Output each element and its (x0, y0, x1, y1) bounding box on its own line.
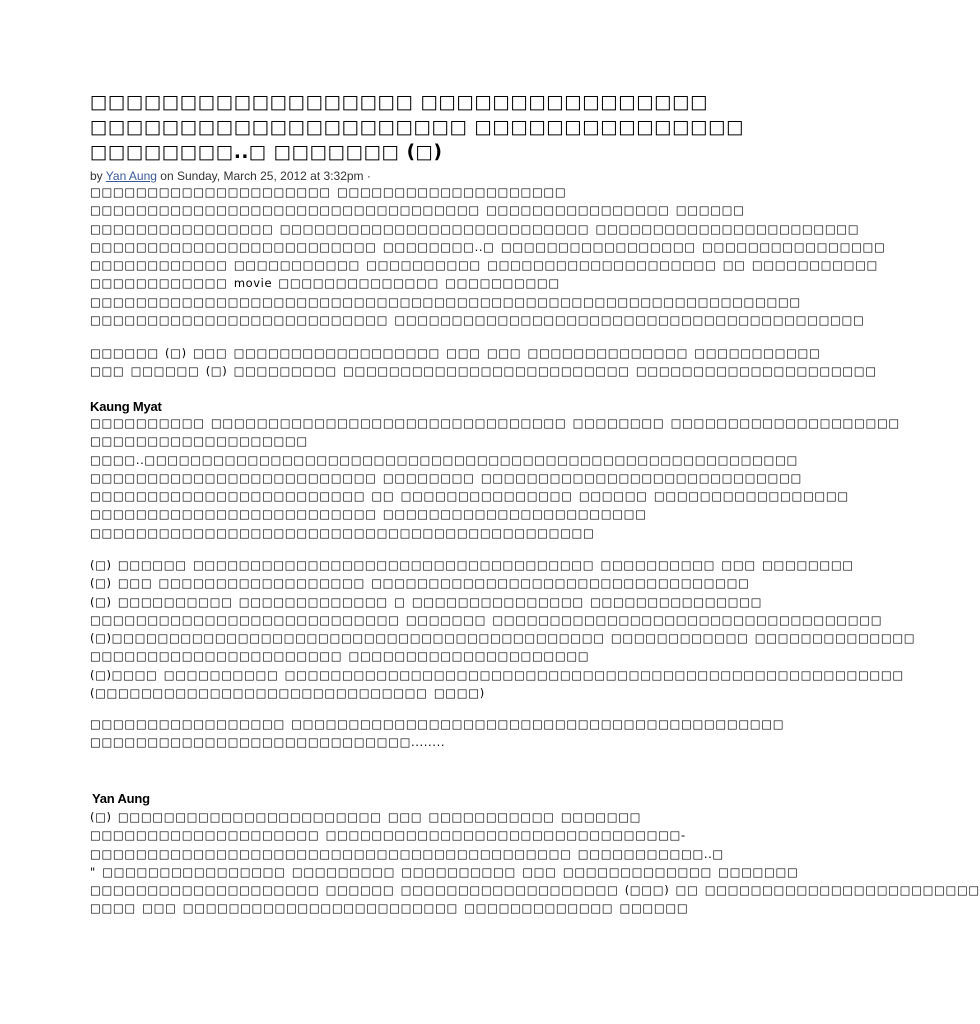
text-line: □□□□□□□□□□□□□□□□□□□□□□□□□ □□□□□□□□..□ □□□□□□□□□□□□□□□□□ □□□□□□□□□□□□□□□□ (90, 239, 886, 254)
list-item: (□) □□□ □□□□□□□□□□□□□□□□□□ □□□□□□□□□□□□□□□□□□□□□□□□□□□□□□□□□ (90, 576, 750, 591)
comment-author-heading (92, 790, 692, 808)
comment-body (90, 808, 980, 918)
text-line: □□□□□□□□□□□□□□□□□□□□□□□□□□□□□□□□□□□□□□□□□□□□ (90, 525, 595, 540)
text-line: □□□□ □□□ □□□□□□□□□□□□□□□□□□□□□□□□ □□□□□□□□□□□□□ □□□□□□ (90, 901, 689, 916)
list-item: □□□□□□□□□□□□□□□□□□□□□□ □□□□□□□□□□□□□□□□□□□□□ (90, 649, 590, 664)
title-line: □□□□□□□□□□□□□□□□□□ □□□□□□□□□□□□□□□□ (90, 92, 709, 113)
list-item: (□)□□□□□□□□□□□□□□□□□□□□□□□□□□□□□□□□□□□□□□□□□□□ □□□□□□□□□□□□ □□□□□□□□□□□□□□ (90, 631, 916, 646)
comment-author-name: Kaung Myat (90, 399, 162, 414)
text-line: □□□□□□□□□□□□ □□□□□□□□□□□ □□□□□□□□□□ □□□□□□□□□□□□□□□□□□□□ □□ □□□□□□□□□□□ (90, 258, 878, 273)
text-line: □□□□□□□□□□□□□□□□□□□□□□□□□ □□□□□□□□□□□□□□□□□□□□□□□ (90, 507, 647, 522)
numbered-list (90, 556, 916, 702)
text-line: □□□□□□□□□□□□□□□□□□□□□□□□□□□□□□□□□□□□□□□□□□□□□□□□□□□□□□□□□□□□□□ (90, 294, 801, 309)
text-line: (□) □□□□□□□□□□□□□□□□□□□□□□□ □□□ □□□□□□□□□□□ □□□□□□□ (90, 810, 642, 824)
post-title (90, 90, 745, 165)
text-line: □□□□□□□□□□□□□□□□□□□□ □□□□□□ □□□□□□□□□□□□□□□□□□□ (□□□) □□ □□□□□□□□□□□□□□□□□□□□□□□□ (90, 883, 980, 898)
text-line: □□□□□□ (□) □□□ □□□□□□□□□□□□□□□□□□ □□□ □□□ □□□□□□□□□□□□□□ □□□□□□□□□□□ (90, 346, 821, 360)
list-item: (□) □□□□□□□□□□ □□□□□□□□□□□□□ □ □□□□□□□□□□□□□□□ □□□□□□□□□□□□□□□ (90, 594, 763, 609)
text-line: □□□□□□□□□□ □□□□□□□□□□□□□□□□□□□□□□□□□□□□□□□ □□□□□□□□ □□□□□□□□□□□□□□□□□□□□ (90, 416, 900, 430)
text-line: □□□□□□□□□□□□□□□□□□□ (90, 434, 308, 449)
text-line: □□□□□□□□□□□□□□□□□□□□□□□□□□□□□□□□□□□□□□□□□□ □□□□□□□□□□□..□ (90, 846, 724, 861)
byline-date: on Sunday, March 25, 2012 at 3:32pm (156, 169, 364, 183)
text-line: □□□□□□□□□□□□□□□□□□□□□ □□□□□□□□□□□□□□□□□□□□ (90, 185, 567, 199)
title-line: □□□□□□□□□□□□□□□□□□□□□ □□□□□□□□□□□□□□□ (90, 117, 745, 138)
comment-closing (90, 715, 785, 752)
comment-body (90, 414, 900, 542)
text-line: " □□□□□□□□□□□□□□□□ □□□□□□□□□ □□□□□□□□□□ □□□ □□□□□□□□□□□□□ □□□□□□□ (90, 864, 799, 879)
text-line: □□□□□□□□□□□□ movie □□□□□□□□□□□□□□ □□□□□□□□□□ (90, 276, 560, 291)
title-line: □□□□□□□□..□ □□□□□□□ (□) (90, 142, 443, 163)
text-line: □□□□□□□□□□□□□□□□□□□□□□□□ □□ □□□□□□□□□□□□□□□ □□□□□□ □□□□□□□□□□□□□□□□□ (90, 489, 849, 504)
text-line: □□□□..□□□□□□□□□□□□□□□□□□□□□□□□□□□□□□□□□□□□□□□□□□□□□□□□□□□□□□□□□ (90, 452, 798, 467)
byline-separator: · (363, 169, 371, 183)
list-item: (□) □□□□□□ □□□□□□□□□□□□□□□□□□□□□□□□□□□□□□□□□□□ □□□□□□□□□□ □□□ □□□□□□□□ (90, 558, 854, 572)
text-line: □□□□□□□□□□□□□□□□□ □□□□□□□□□□□□□□□□□□□□□□□□□□□□□□□□□□□□□□□□□□□ (90, 717, 785, 731)
text-line: □□□□□□□□□□□□□□□□ □□□□□□□□□□□□□□□□□□□□□□□□□□□ □□□□□□□□□□□□□□□□□□□□□□□ (90, 221, 860, 236)
text-line: □□□□□□□□□□□□□□□□□□□□□□□□□□□□□□□□□□ □□□□□□□□□□□□□□□□ □□□□□□ (90, 203, 745, 218)
comment-author-name: Yan Aung (92, 791, 150, 806)
text-line: □□□ □□□□□□ (□) □□□□□□□□□ □□□□□□□□□□□□□□□□□□□□□□□□□ □□□□□□□□□□□□□□□□□□□□□ (90, 364, 877, 379)
text-line: □□□□□□□□□□□□□□□□□□□□□□□□□ □□□□□□□□ □□□□□□□□□□□□□□□□□□□□□□□□□□□□ (90, 470, 802, 485)
post-byline (90, 168, 371, 184)
text-line: □□□□□□□□□□□□□□□□□□□□ □□□□□□□□□□□□□□□□□□□□□□□□□□□□□□□- (90, 828, 686, 843)
notice-paragraph (90, 344, 877, 381)
list-item: □□□□□□□□□□□□□□□□□□□□□□□□□□□ □□□□□□□ □□□□□□□□□□□□□□□□□□□□□□□□□□□□□□□□□□ (90, 612, 883, 627)
list-item: (□□□□□□□□□□□□□□□□□□□□□□□□□□□□□ □□□□) (90, 686, 485, 701)
text-line: □□□□□□□□□□□□□□□□□□□□□□□□□□ □□□□□□□□□□□□□□□□□□□□□□□□□□□□□□□□□□□□□□□□□ (90, 313, 865, 328)
intro-paragraph (90, 183, 886, 329)
text-line: □□□□□□□□□□□□□□□□□□□□□□□□□□□□........ (90, 735, 446, 750)
byline-prefix: by (90, 169, 106, 183)
list-item: (□)□□□□ □□□□□□□□□□ □□□□□□□□□□□□□□□□□□□□□□□□□□□□□□□□□□□□□□□□□□□□□□□□□□□□□□ (90, 667, 904, 682)
author-link[interactable]: Yan Aung (105, 169, 157, 183)
